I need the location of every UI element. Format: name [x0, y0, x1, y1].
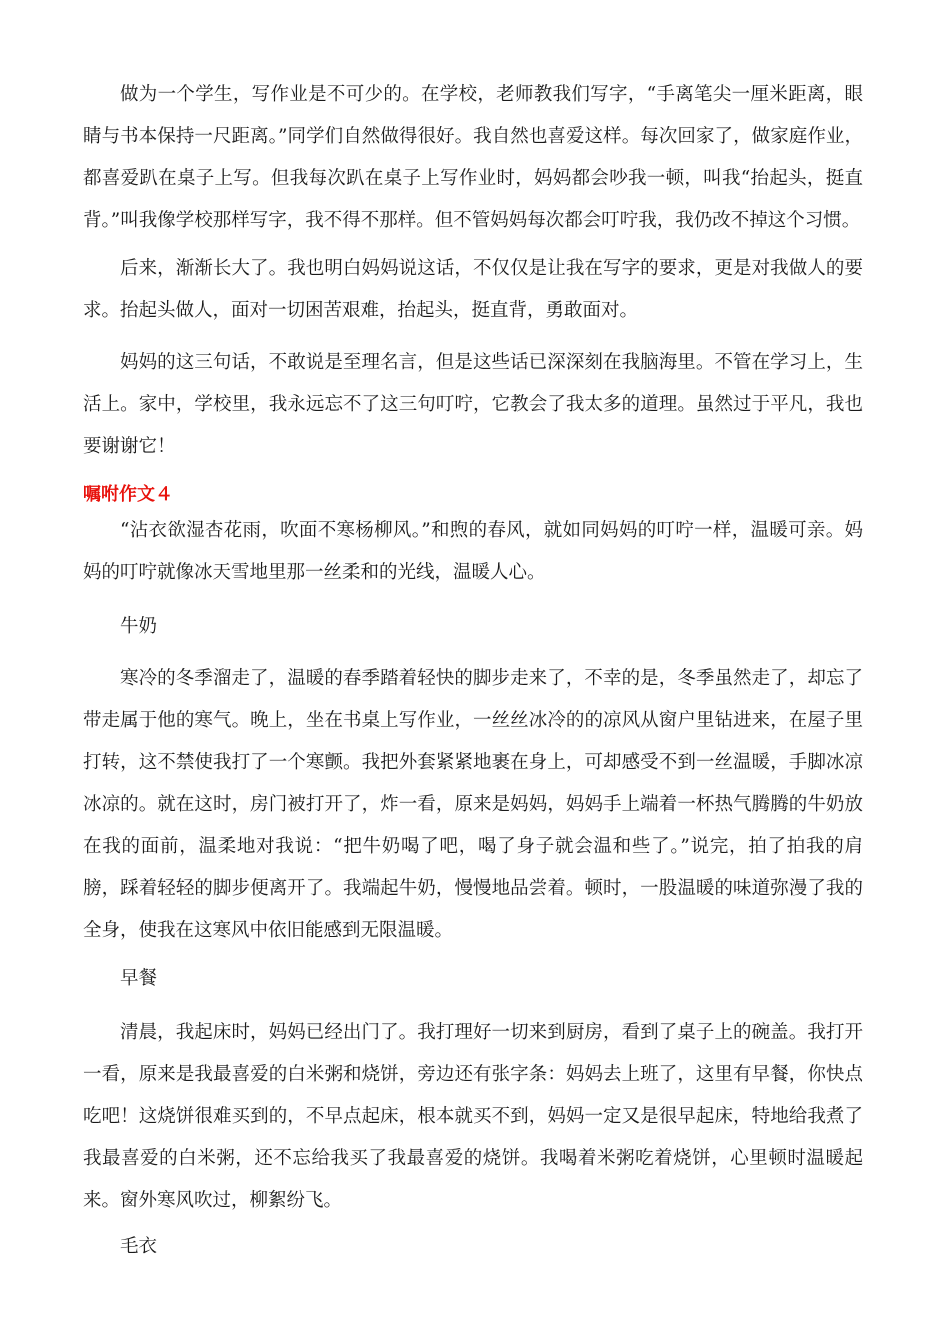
paragraph-milk: 寒冷的冬季溜走了，温暖的春季踏着轻快的脚步走来了，不幸的是，冬季虽然走了，却忘了带走属于他的寒气。晚上，坐在书桌上写作业，一丝丝冰冷的的凉风从窗户里钻进来，在屋子里打转，这不禁使我打了一个寒颤。我把外套紧紧地裹在身上，可却感受不到一丝温暖，手脚冰凉冰凉的。就在这时，房门被打开了，炸一看，原来是妈妈，妈妈手上端着一杯热气腾腾的牛奶放在我的面前，温柔地对我说：“把牛奶喝了吧，喝了身子就会温和些了。”说完，拍了拍我的肩膀，踩着轻轻的脚步便离开了。我端起牛奶，慢慢地品尝着。顿时，一股温暖的味道弥漫了我的全身，使我在这寒风中依旧能感到无限温暖。 [83, 668, 863, 941]
essay-heading: 嘱咐作文４ [83, 484, 173, 505]
section-title-breakfast: 早餐 [120, 968, 158, 989]
paragraph-growing-up: 后来，渐渐长大了。我也明白妈妈说这话，不仅仅是让我在写字的要求，更是对我做人的要求。抬起头做人，面对一切困苦艰难，抬起头，挺直背，勇敢面对。 [83, 258, 863, 321]
section-title-milk: 牛奶 [120, 616, 158, 637]
section-title-sweater: 毛衣 [120, 1236, 158, 1257]
paragraph-intro: “沾衣欲湿杏花雨，吹面不寒杨柳风。”和煦的春风，就如同妈妈的叮咛一样，温暖可亲。妈妈的叮咛就像冰天雪地里那一丝柔和的光线，温暖人心。 [83, 520, 863, 583]
paragraph-breakfast: 清晨，我起床时，妈妈已经出门了。我打理好一切来到厨房，看到了桌子上的碗盖。我打开一看，原来是我最喜爱的白米粥和烧饼，旁边还有张字条：妈妈去上班了，这里有早餐，你快点吃吧！这烧饼很难买到的，不早点起床，根本就买不到，妈妈一定又是很早起床，特地给我煮了我最喜爱的白米粥，还不忘给我买了我最喜爱的烧饼。我喝着米粥吃着烧饼，心里顿时温暖起来。窗外寒风吹过，柳絮纷飞。 [83, 1022, 863, 1211]
paragraph-homework: 做为一个学生，写作业是不可少的。在学校，老师教我们写字，“手离笔尖一厘米距离，眼睛与书本保持一尺距离。”同学们自然做得很好。我自然也喜爱这样。每次回家了，做家庭作业，都喜爱趴在桌子上写。但我每次趴在桌子上写作业时，妈妈都会吵我一顿，叫我“抬起头，挺直背。”叫我像学校那样写字，我不得不那样。但不管妈妈每次都会叮咛我，我仍改不掉这个习惯。 [83, 84, 863, 231]
paragraph-three-sentences: 妈妈的这三句话，不敢说是至理名言，但是这些话已深深刻在我脑海里。不管在学习上，生活上。家中，学校里，我永远忘不了这三句叮咛，它教会了我太多的道理。虽然过于平凡，我也要谢谢它！ [83, 352, 863, 457]
